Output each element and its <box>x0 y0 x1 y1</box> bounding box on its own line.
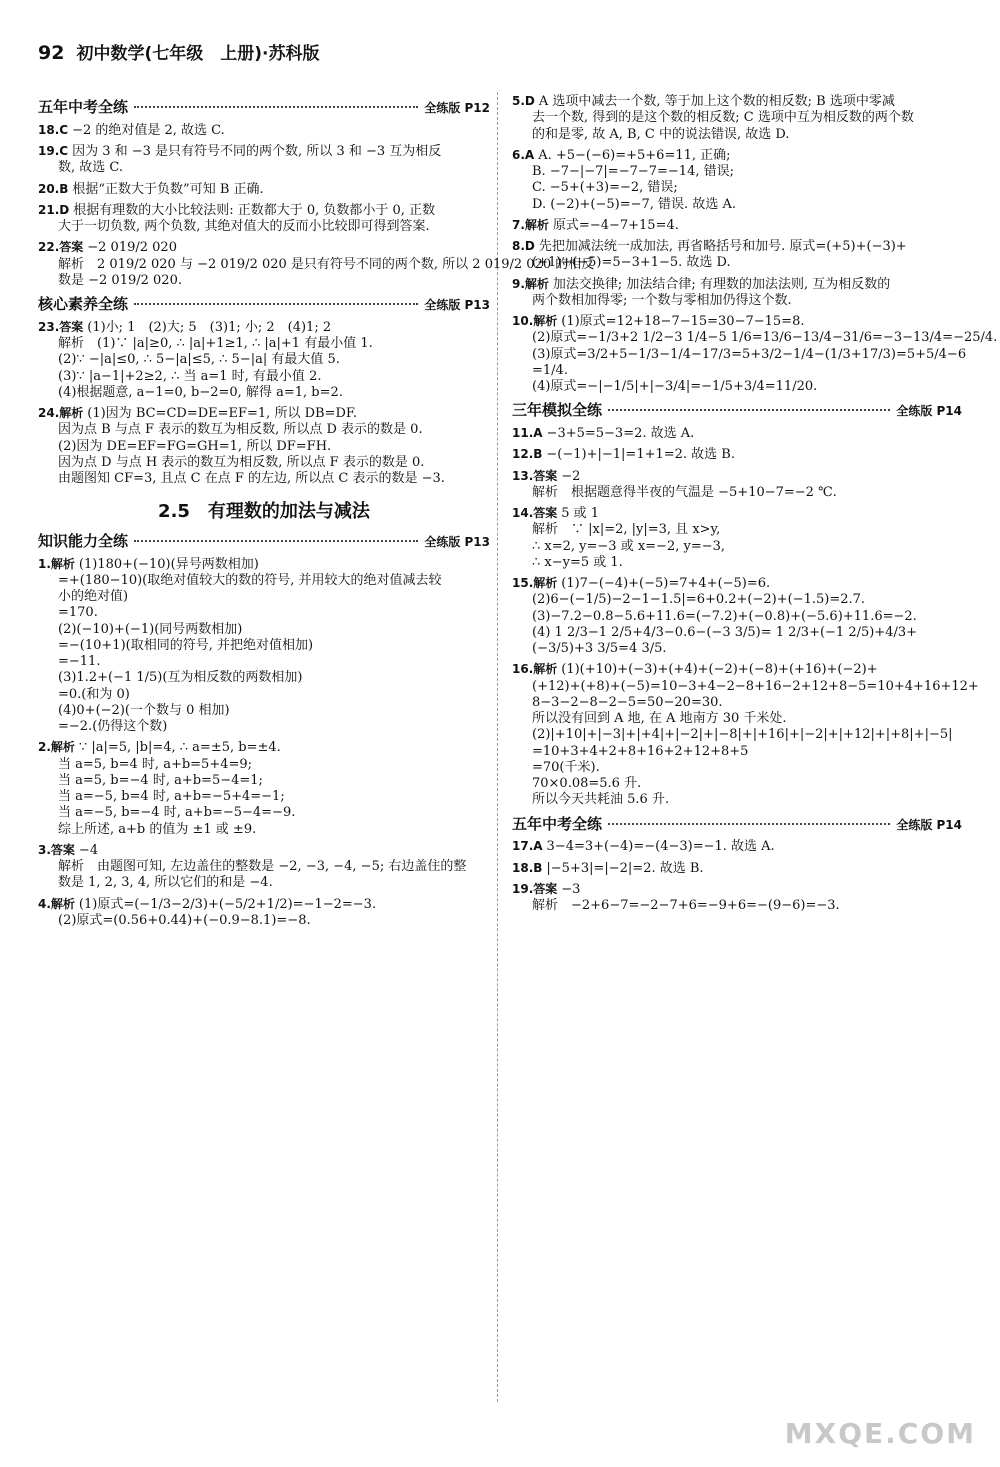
answer-text: (2)6−(−1/5)−2−1−1.5|=6+0.2+(−2)+(−1.5)=2.7. <box>532 592 866 608</box>
answer-text: 解析 −2+6−7=−2−7+6=−9+6=−(9−6)=−3. <box>532 898 840 913</box>
answer-line <box>38 422 490 438</box>
answer-text: (1)小; 1 (2)大; 5 (3)1; 小; 2 (4)1; 2 <box>87 319 332 335</box>
answer-text: 解析 由题图可知, 左边盖住的整数是 −2, −3, −4, −5; 右边盖住的整 <box>58 859 467 874</box>
answer-line <box>38 622 490 638</box>
answer-line <box>38 670 490 686</box>
answer-line <box>512 447 962 463</box>
answer-line <box>512 94 962 110</box>
answer-line <box>512 792 962 808</box>
answer-item <box>512 218 962 234</box>
answer-text: (3)−7.2−0.8−5.6+11.6=(−7.2)+(−0.8)+(−5.6)+11.6=−2. <box>532 608 917 624</box>
answer-text: (1)180+(−10)(异号两数相加) <box>78 556 259 572</box>
question-tag: 19.C <box>38 144 69 158</box>
answer-text: 根据“正数大于负数”可知 B 正确. <box>72 181 264 197</box>
answer-text: A. +5−(−6)=+5+6=11, 正确; <box>538 147 731 163</box>
answer-item <box>512 148 962 213</box>
answer-item <box>38 320 490 401</box>
question-tag: 7.解析 <box>512 217 549 232</box>
answer-text: 小的绝对值) <box>58 589 129 604</box>
answer-text: C. −5+(+3)=−2, 错误; <box>532 180 678 196</box>
answer-text: 两个数相加得零; 一个数与零相加仍得这个数. <box>532 292 792 308</box>
answer-text: (2)(−10)+(−1)(同号两数相加) <box>58 621 243 637</box>
answer-line <box>38 336 490 352</box>
answer-line <box>512 882 962 898</box>
answer-line <box>38 719 490 735</box>
answer-text: 因为点 D 与点 H 表示的数互为相反数, 所以点 F 表示的数是 0. <box>58 454 425 470</box>
answer-text: ∵ |a|=5, |b|=4, ∴ a=±5, b=±4. <box>78 740 281 756</box>
answer-item <box>512 506 962 571</box>
answer-text: (2)∵ −|a|≤0, ∴ 5−|a|≤5, ∴ 5−|a| 有最大值 5. <box>58 352 340 368</box>
answer-line <box>512 314 962 330</box>
answer-line <box>512 744 962 760</box>
question-tag: 16.解析 <box>512 662 558 677</box>
answer-line <box>38 703 490 719</box>
answer-text: (1)原式=12+18−7−15=30−7−15=8. <box>561 314 805 329</box>
answer-line <box>38 589 490 605</box>
question-tag: 2.解析 <box>38 740 75 755</box>
answer-item <box>38 203 490 236</box>
answer-text: −4 <box>78 842 99 858</box>
section-header <box>512 401 962 420</box>
answer-line <box>512 839 962 855</box>
answer-text: 数, 故选 C. <box>58 160 124 176</box>
answer-text: =70(千米). <box>532 759 600 775</box>
page-number: 92 <box>38 42 65 64</box>
answer-line <box>38 638 490 654</box>
answer-line <box>38 455 490 471</box>
answer-item <box>38 557 490 736</box>
answer-item <box>38 182 490 198</box>
answer-item <box>512 239 962 272</box>
question-tag: 19.答案 <box>512 881 558 896</box>
answer-text: 加法交换律; 加法结合律; 有理数的加法法则, 互为相反数的 <box>552 276 891 292</box>
question-tag: 8.D <box>512 239 535 253</box>
answer-text: (4)0+(−2)(一个数与 0 相加) <box>58 702 230 718</box>
answer-line <box>512 776 962 792</box>
answer-item <box>512 861 962 877</box>
answer-text: (1)7−(−4)+(−5)=7+4+(−5)=6. <box>561 576 771 591</box>
answer-text: 3−4=3+(−4)=−(4−3)=−1. 故选 A. <box>546 839 775 855</box>
question-tag: 18.B <box>512 860 543 875</box>
answer-item <box>38 406 490 487</box>
answer-text: (3)原式=3/2+5−1/3−1/4−17/3=5+3/2−1/4−(1/3+17/3)=5+5/4−6 <box>532 346 967 362</box>
answer-text: 解析 2 019/2 020 与 −2 019/2 020 是只有符号不同的两个数, 所以 2 019/2 020 的相反 <box>58 256 595 272</box>
answer-text: −3 <box>561 881 581 897</box>
answer-line <box>512 539 962 555</box>
answer-item <box>512 94 962 143</box>
answer-text: (1)(+10)+(−3)+(+4)+(−2)+(−8)+(+16)+(−2)+ <box>561 662 878 678</box>
answer-text: 因为点 B 与点 F 表示的数互为相反数, 所以点 D 表示的数是 0. <box>58 422 423 438</box>
answer-line <box>38 740 490 756</box>
question-tag: 11.A <box>512 426 543 440</box>
answer-item <box>38 843 490 892</box>
section-dotted-rule <box>134 106 418 108</box>
question-tag: 22.答案 <box>38 240 84 255</box>
answer-text: (3)1.2+(−1 1/5)(互为相反数的两数相加) <box>58 670 303 686</box>
answer-line <box>512 506 962 522</box>
watermark: MXQE.COM <box>784 1417 976 1450</box>
answer-item <box>512 426 962 442</box>
answer-text: A 选项中减去一个数, 等于加上这个数的相反数; B 选项中零减 <box>538 94 895 109</box>
question-tag: 15.解析 <box>512 576 558 590</box>
answer-text: 的和是零, 故 A, B, C 中的说法错误, 故选 D. <box>532 126 790 142</box>
answer-text: (2)原式=−1/3+2 1/2−3 1/4−5 1/6=13/6−13/4−31/6=−3−13/4=−25/4. <box>532 330 998 346</box>
answer-line <box>512 148 962 164</box>
answer-text: =1/4. <box>532 362 568 378</box>
answer-text: 解析 根据题意得半夜的气温是 −5+10−7=−2 ℃. <box>532 484 837 500</box>
answer-line <box>38 352 490 368</box>
answer-line <box>512 239 962 255</box>
section-title: 三年模拟全练 <box>512 401 603 420</box>
answer-line <box>38 182 490 198</box>
answer-line <box>38 256 595 273</box>
question-tag: 18.C <box>38 122 69 137</box>
question-tag: 9.解析 <box>512 276 549 291</box>
answer-text: 数是 1, 2, 3, 4, 所以它们的和是 −4. <box>58 875 273 891</box>
answer-text: =−2.(仍得这个数) <box>58 719 168 734</box>
answer-text: (2)|+10|+|−3|+|+4|+|−2|+|−8|+|+16|+|−2|+|+12|+|+8|+|−5| <box>532 727 953 743</box>
section-page-ref: 全练版 P14 <box>896 404 962 419</box>
answer-text: |−5+3|=|−2|=2. 故选 B. <box>546 860 704 876</box>
answer-text: 数是 −2 019/2 020. <box>58 272 182 288</box>
answer-line <box>38 913 490 929</box>
answer-line <box>38 471 490 487</box>
answer-text: 当 a=5, b=4 时, a+b=5+4=9; <box>58 756 253 772</box>
answer-line <box>512 127 962 143</box>
answer-text: =−(10+1)(取相同的符号, 并把绝对值相加) <box>58 637 314 653</box>
answer-line <box>512 363 962 379</box>
answer-item <box>38 144 490 177</box>
section-title: 五年中考全练 <box>512 814 603 833</box>
section-header <box>38 295 490 314</box>
answer-item <box>38 123 490 139</box>
page-header <box>38 42 319 76</box>
answer-line <box>38 573 490 589</box>
answer-text: =0.(和为 0) <box>58 686 130 702</box>
answer-text: 解析 (1)∵ |a|≥0, ∴ |a|+1≥1, ∴ |a|+1 有最小值 1. <box>58 336 373 351</box>
right-column <box>512 92 998 919</box>
answer-line <box>38 240 490 256</box>
answer-text: 由题图知 CF=3, 且点 C 在点 F 的左边, 所以点 C 表示的数是 −3. <box>58 471 445 486</box>
answer-line <box>38 320 490 336</box>
answer-text: 解析 ∵ |x|=2, |y|=3, 且 x>y, <box>532 522 721 538</box>
answer-text: (4)根据题意, a−1=0, b−2=0, 解得 a=1, b=2. <box>58 384 343 400</box>
answer-text: 去一个数, 得到的是这个数的相反数; C 选项中互为相反数的两个数 <box>532 110 914 126</box>
answer-text: 根据有理数的大小比较法则: 正数都大于 0, 负数都小于 0, 正数 <box>73 202 436 218</box>
section-dotted-rule <box>608 409 890 411</box>
answer-item <box>38 740 490 838</box>
section-title: 五年中考全练 <box>38 98 129 116</box>
question-tag: 3.答案 <box>38 842 75 857</box>
answer-line <box>512 662 962 678</box>
answer-text: (−3/5)+3 3/5=4 3/5. <box>532 641 667 656</box>
answer-line <box>512 861 962 877</box>
answer-text: (+12)+(+8)+(−5)=10−3+4−2−8+16−2+12+8−5=10+4+16+12+ <box>532 678 979 694</box>
answer-line <box>38 273 490 289</box>
answer-line <box>38 203 490 219</box>
section-title: 核心素养全练 <box>38 295 129 313</box>
answer-text: 5 或 1 <box>561 506 600 521</box>
question-tag: 23.答案 <box>38 319 84 334</box>
answer-line <box>512 218 962 234</box>
answer-text: ∴ x=2, y=−3 或 x=−2, y=−3, <box>532 538 726 554</box>
answer-line <box>38 654 490 670</box>
answer-line <box>512 711 962 727</box>
answer-line <box>512 379 962 395</box>
answer-line <box>38 805 490 821</box>
answer-text: 先把加减法统一成加法, 再省略括号和加号. 原式=(+5)+(−3)+ <box>538 239 907 254</box>
answer-line <box>512 346 967 363</box>
answer-item <box>512 314 998 395</box>
answer-text: (1)因为 BC=CD=DE=EF=1, 所以 DB=DF. <box>87 406 358 421</box>
answer-text: (4)原式=−|−1/5|+|−3/4|=−1/5+3/4=11/20. <box>532 379 818 394</box>
answer-text: =170. <box>58 605 98 621</box>
answer-text: (+1)+(−5)=5−3+1−5. 故选 D. <box>532 255 731 271</box>
answer-line <box>512 555 962 571</box>
column-divider <box>497 92 498 1402</box>
answer-line <box>512 678 979 695</box>
question-tag: 1.解析 <box>38 556 75 571</box>
answer-item <box>512 662 979 808</box>
answer-line <box>38 385 490 401</box>
section-header <box>38 532 490 551</box>
answer-text: ∴ x−y=5 或 1. <box>532 554 623 570</box>
answer-text: 当 a=−5, b=4 时, a+b=−5+4=−1; <box>58 789 285 804</box>
answer-line <box>512 592 962 608</box>
answer-line <box>38 219 490 235</box>
answer-line <box>512 180 962 196</box>
answer-text: (2)因为 DE=EF=FG=GH=1, 所以 DF=FH. <box>58 438 332 454</box>
section-title: 知识能力全练 <box>38 531 129 550</box>
answer-text: =−11. <box>58 654 101 669</box>
question-tag: 20.B <box>38 181 69 196</box>
section-dotted-rule <box>134 303 418 305</box>
answer-line <box>512 110 962 126</box>
chapter-title: 2.5 有理数的加法与减法 <box>158 501 370 523</box>
answer-line <box>38 557 490 573</box>
answer-item <box>512 447 962 463</box>
answer-line <box>512 609 962 625</box>
answer-text: 综上所述, a+b 的值为 ±1 或 ±9. <box>58 821 257 837</box>
question-tag: 6.A <box>512 147 535 162</box>
answer-item <box>512 882 962 915</box>
answer-line <box>512 330 998 346</box>
answer-text: (4) 1 2/3−1 2/5+4/3−0.6−(−3 3/5)= 1 2/3+(−1 2/5)+4/3+ <box>532 624 918 640</box>
answer-text: (1)原式=(−1/3−2/3)+(−5/2+1/2)=−1−2=−3. <box>78 896 377 912</box>
question-tag: 5.D <box>512 94 535 108</box>
answer-text: −3+5=5−3=2. 故选 A. <box>546 426 695 441</box>
page-title: 初中数学(七年级 上册)·苏科版 <box>76 44 320 64</box>
answer-line <box>38 605 490 621</box>
section-page-ref: 全练版 P14 <box>896 817 962 832</box>
question-tag: 24.解析 <box>38 406 84 420</box>
answer-text: 所以今天共耗油 5.6 升. <box>532 792 670 808</box>
answer-line <box>38 687 490 703</box>
answer-line <box>38 439 490 455</box>
answer-text: 8−3−2−8−2−5=50−20=30. <box>532 694 723 710</box>
answer-line <box>38 843 490 859</box>
answer-text: −(−1)+|−1|=1+1=2. 故选 B. <box>546 447 735 463</box>
answer-item <box>38 897 490 930</box>
answer-line <box>512 641 962 657</box>
answer-text: (3)∵ |a−1|+2≥2, ∴ 当 a=1 时, 有最小值 2. <box>58 368 322 384</box>
question-tag: 12.B <box>512 447 543 462</box>
answer-line <box>512 426 962 442</box>
section-dotted-rule <box>608 823 890 825</box>
section-page-ref: 全练版 P12 <box>424 101 490 115</box>
answer-line <box>38 859 490 875</box>
answer-line <box>512 898 962 914</box>
answer-line <box>512 293 962 309</box>
answer-line <box>512 522 962 538</box>
answer-text: (2)原式=(0.56+0.44)+(−0.9−8.1)=−8. <box>58 912 311 928</box>
answer-line <box>512 197 962 213</box>
answer-line <box>38 144 490 160</box>
section-header <box>38 98 490 117</box>
section-page-ref: 全练版 P13 <box>424 298 490 312</box>
answer-text: 大于一切负数, 两个负数, 其绝对值大的反而小比较即可得到答案. <box>58 219 430 234</box>
answer-item <box>512 839 962 855</box>
answer-text: 当 a=5, b=−4 时, a+b=5−4=1; <box>58 772 263 788</box>
question-tag: 13.答案 <box>512 468 558 483</box>
answer-line <box>512 164 962 180</box>
answer-line <box>38 757 490 773</box>
answer-text: −2 的绝对值是 2, 故选 C. <box>72 122 225 138</box>
section-header <box>512 815 962 834</box>
answer-text: 所以没有回到 A 地, 在 A 地南方 30 千米处. <box>532 711 787 726</box>
answer-text: −2 <box>561 468 581 484</box>
question-tag: 14.答案 <box>512 506 558 520</box>
answer-line <box>38 897 490 913</box>
answer-line <box>512 485 962 501</box>
answer-line <box>512 625 962 641</box>
section-page-ref: 全练版 P13 <box>424 534 490 549</box>
answer-item <box>512 576 962 657</box>
answer-line <box>38 789 490 805</box>
question-tag: 4.解析 <box>38 896 75 911</box>
answer-text: 因为 3 和 −3 是只有符号不同的两个数, 所以 3 和 −3 互为相反 <box>72 144 442 159</box>
answer-line <box>512 277 962 293</box>
question-tag: 17.A <box>512 839 543 854</box>
answer-line <box>38 123 490 139</box>
answer-text: B. −7−|−7|=−7−7=−14, 错误; <box>532 164 734 179</box>
answer-text: =+(180−10)(取绝对值较大的数的符号, 并用较大的绝对值减去较 <box>58 572 442 588</box>
answer-line <box>512 727 962 743</box>
answer-line <box>38 822 490 838</box>
answer-line <box>512 255 962 271</box>
question-tag: 10.解析 <box>512 314 558 328</box>
answer-item <box>512 469 962 502</box>
answer-item <box>512 277 962 310</box>
answer-text: 当 a=−5, b=−4 时, a+b=−5−4=−9. <box>58 805 296 821</box>
answer-line <box>38 160 490 176</box>
section-dotted-rule <box>134 540 418 542</box>
answer-line <box>512 760 962 776</box>
answer-line <box>38 773 490 789</box>
answer-line <box>38 369 490 385</box>
question-tag: 21.D <box>38 202 70 217</box>
answer-line <box>512 576 962 592</box>
answer-line <box>512 695 962 711</box>
answer-line <box>38 406 490 422</box>
answer-text: 原式=−4−7+15=4. <box>552 217 679 233</box>
answer-text: −2 019/2 020 <box>87 240 177 256</box>
answer-text: 70×0.08=5.6 升. <box>532 776 642 791</box>
answer-line <box>512 469 962 485</box>
answer-text: D. (−2)+(−5)=−7, 错误. 故选 A. <box>532 196 736 212</box>
answer-line <box>38 875 490 891</box>
answer-text: =10+3+4+2+8+16+2+12+8+5 <box>532 743 749 759</box>
